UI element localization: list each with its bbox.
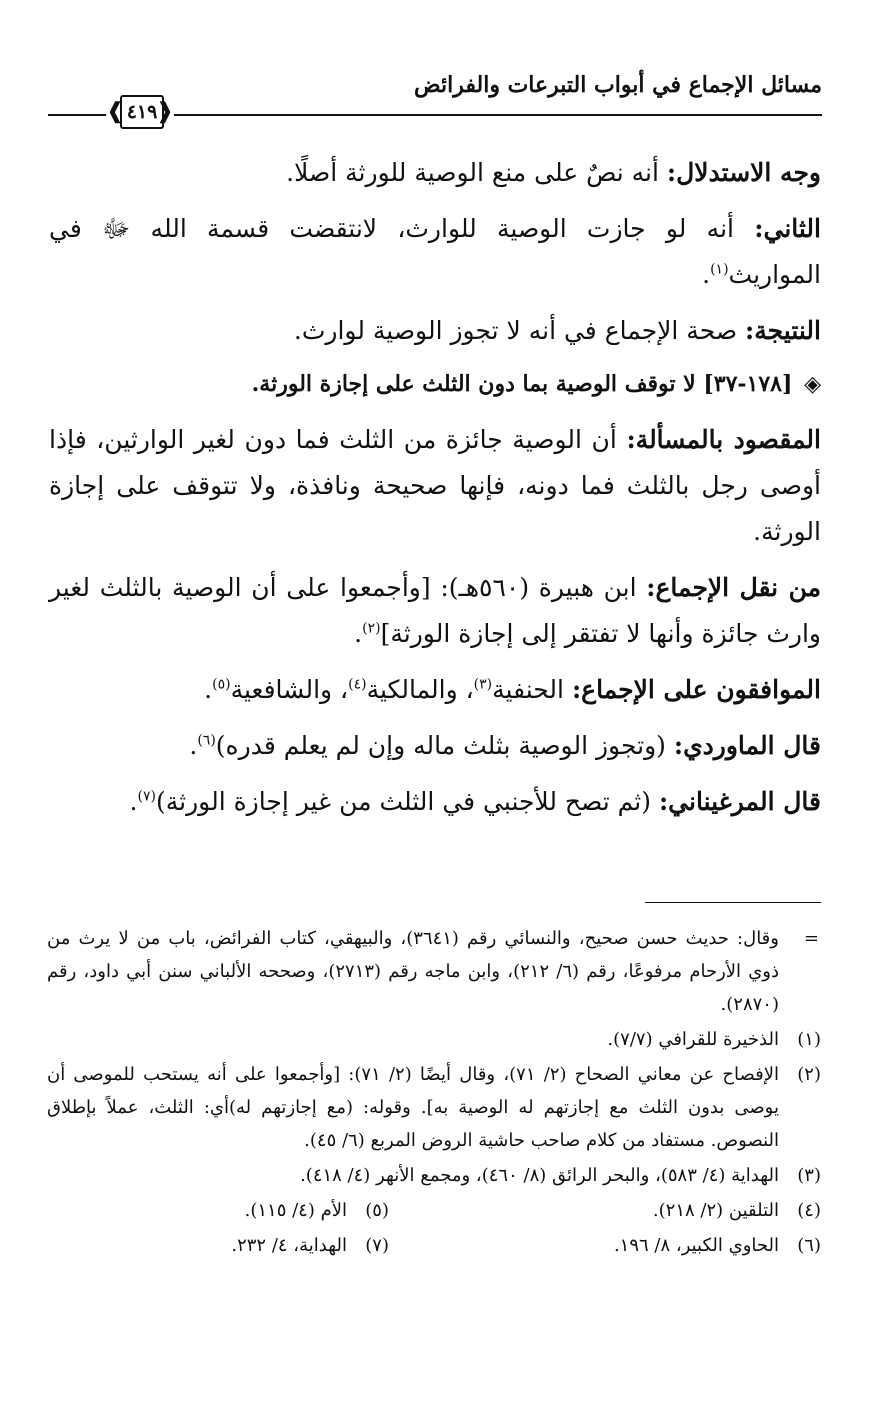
- footnote-text: التلقين (٢/ ٢١٨).: [652, 1200, 779, 1221]
- footnote-ref[interactable]: (٢): [362, 620, 381, 637]
- footnote-number: (٢): [797, 1064, 821, 1085]
- issue-title: [١٧٨-٣٧] لا توقف الوصية بما دون الثلث على إجازة الورثة.: [251, 371, 793, 397]
- footnote-number: (١): [797, 1029, 821, 1050]
- paragraph-lead: قال الماوردي:: [673, 731, 821, 760]
- paragraph-text: (وتجوز الوصية بثلث ماله وإن لم يعلم قدره): [215, 731, 674, 760]
- paragraph-lead: النتيجة:: [745, 316, 821, 345]
- page-number: ٤١٩: [120, 95, 164, 129]
- footnote-4: [389, 1194, 821, 1227]
- footnote-ref[interactable]: (٦): [197, 732, 216, 749]
- footnote-ref[interactable]: (٧): [137, 788, 156, 805]
- footnote-continuation: [47, 922, 821, 1021]
- footnote-number: (٥): [365, 1200, 389, 1221]
- footnote-ref[interactable]: (٥): [212, 676, 231, 693]
- footnote-text: الأم (٤/ ١١٥).: [244, 1200, 347, 1221]
- footnote-number: (٤): [797, 1200, 821, 1221]
- footnote-separator: [645, 902, 821, 903]
- footnote-row: [47, 1229, 821, 1264]
- paragraph-text: أنه لو جازت الوصية للوارث، لانتقضت قسمة الله ﷻ في المواريث: [49, 214, 821, 289]
- paragraph-lead: وجه الاستدلال:: [666, 158, 821, 187]
- footnote-3: [47, 1159, 821, 1192]
- running-title: مسائل الإجماع في أبواب التبرعات والفرائض: [414, 72, 822, 98]
- page-number-frame: [106, 92, 174, 132]
- paragraph-text: ابن هبيرة (٥٦٠هـ): [وأجمعوا على أن الوصية بالثلث لغير وارث جائزة وأنها لا تفتقر إلى إجازة الورثة]: [49, 573, 821, 648]
- paragraph-consensus-transmitter: من نقل الإجماع: ابن هبيرة (٥٦٠هـ): [وأجمعوا على أن الوصية بالثلث لغير وارث جائزة وأنها لا تفتقر إلى إجازة الورثة]$^{(٢)}$.: [49, 573, 821, 648]
- footnote-text: الهداية، ٤/ ٢٣٢.: [231, 1235, 347, 1256]
- paragraph-mawardi-quote: قال الماوردي: (وتجوز الوصية بثلث ماله وإن لم يعلم قدره)$^{(٦)}$.: [189, 731, 821, 760]
- footnote-ref[interactable]: (٣): [473, 676, 493, 693]
- right-ornament-icon: ❱: [155, 99, 174, 124]
- paragraph-intended-meaning: [49, 417, 821, 555]
- footnote-text: الإفصاح عن معاني الصحاح (٢/ ٧١)، وقال أيضًا (٢/ ٧١): [وأجمعوا على أنه يستحب للموصى أن يوصى بدون الثلث مع إجازتهم له الوصية به]. وقوله: (مع إجازتهم له)أي: الثلث، عملاً بإطلاق النصوص. مستفاد من كلام صاحب حاشية الروض المربع (٦/ ٤٥).: [47, 1064, 779, 1151]
- paragraph-lead: الثاني:: [754, 214, 821, 243]
- footnote-text: الهداية (٤/ ٥٨٣)، والبحر الرائق (٨/ ٤٦٠)، ومجمع الأنهر (٤/ ٤١٨).: [300, 1165, 779, 1186]
- paragraph-lead: من نقل الإجماع:: [646, 573, 821, 602]
- footnote-1: [47, 1023, 821, 1056]
- main-text: [49, 150, 821, 835]
- paragraph-marghinani-quote: قال المرغيناني: (ثم تصح للأجنبي في الثلث من غير إجازة الورثة)$^{(٧)}$.: [129, 787, 821, 816]
- footnote-7: [231, 1229, 389, 1262]
- continuation-mark: =: [803, 928, 819, 949]
- page-header: [48, 70, 822, 130]
- paragraph-result: [49, 308, 821, 354]
- footnote-2: [47, 1058, 821, 1157]
- footnote-text: الذخيرة للقرافي (٧/٧).: [607, 1029, 779, 1050]
- footnote-6: [389, 1229, 821, 1262]
- paragraph-text: (ثم تصح للأجنبي في الثلث من غير إجازة الورثة): [155, 787, 659, 816]
- paragraph-lead: قال المرغيناني:: [658, 787, 821, 816]
- footnote-5: [245, 1194, 389, 1227]
- footnote-text: الحاوي الكبير، ٨/ ١٩٦.: [613, 1235, 779, 1256]
- footnote-number: (٧): [365, 1235, 389, 1256]
- footnote-number: (٣): [797, 1165, 821, 1186]
- footnotes: [47, 922, 821, 1264]
- footnote-row: [47, 1194, 821, 1229]
- diamond-icon: ◈: [804, 372, 821, 397]
- left-ornament-icon: ❰: [106, 99, 125, 124]
- paragraph-lead: المقصود بالمسألة:: [626, 425, 821, 454]
- footnote-text: وقال: حديث حسن صحيح، والنسائي رقم (٣٦٤١)، والبيهقي، كتاب الفرائض، باب من لا يرث من ذوي الأرحام مرفوعًا، رقم (٦/ ٢١٢)، وابن ماجه رقم (٢٧١٣)، وصححه الألباني سنن أبي داود، رقم (٢٨٧٠).: [47, 928, 780, 1015]
- paragraph-lead: الموافقون على الإجماع:: [571, 675, 821, 704]
- footnote-number: (٦): [797, 1235, 821, 1256]
- paragraph-text: أن الوصية جائزة من الثلث فما دون لغير الوارثين، فإذا أوصى رجل بالثلث فما دونه، فإنها صحيحة ونافذة، ولا تتوقف على إجازة الورثة.: [49, 425, 821, 546]
- paragraph-text: صحة الإجماع في أنه لا تجوز الوصية لوارث.: [293, 316, 746, 345]
- paragraph-second: الثاني: أنه لو جازت الوصية للوارث، لانتقضت قسمة الله ﷻ في المواريث$^{(١)}$.: [49, 214, 821, 289]
- footnote-ref[interactable]: (٤): [348, 676, 367, 693]
- issue-heading: [49, 364, 821, 405]
- paragraph-agreeing-schools: الموافقون على الإجماع: الحنفية$^{(٣)}$، والمالكية$^{(٤)}$، والشافعية$^{(٥)}$.: [204, 675, 821, 704]
- footnote-ref[interactable]: (١): [710, 261, 729, 278]
- paragraph-evidence-aspect: [49, 150, 821, 196]
- paragraph-text: أنه نصٌ على منع الوصية للورثة أصلًا.: [286, 158, 667, 187]
